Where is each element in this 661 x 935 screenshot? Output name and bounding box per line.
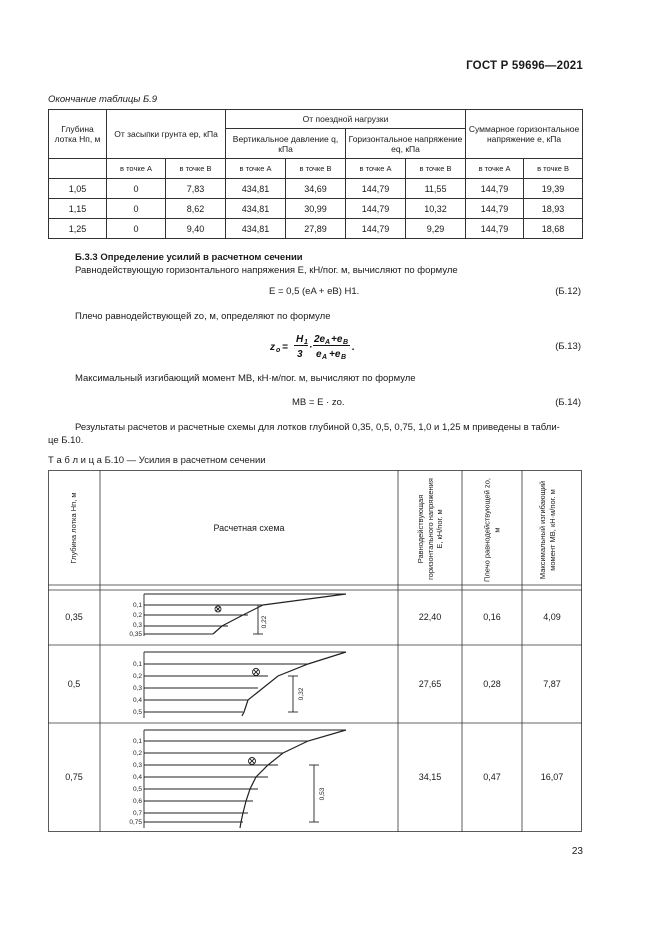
formula-b13 [268, 330, 368, 362]
svg-text:A: A [325, 339, 331, 346]
eq-number-b14: (Б.14) [555, 397, 581, 408]
cell: 7,83 [166, 179, 226, 199]
svg-text:.: . [352, 342, 355, 353]
formula-b14: MB = E · zo. [292, 397, 345, 408]
t10-r2-z: 0,28 [483, 679, 501, 689]
cell: 1,25 [49, 219, 107, 239]
scheme-0-75 [118, 726, 378, 830]
table-row [49, 179, 583, 199]
t10-head-depth: Глубина лотка Hп, м [69, 492, 78, 564]
level-label: 0,2 [132, 750, 142, 757]
table-row [49, 219, 583, 239]
level-label: 0,4 [132, 697, 142, 704]
svg-text:·: · [309, 342, 313, 353]
svg-text:o: o [276, 347, 281, 354]
cell: 30,99 [286, 199, 346, 219]
cell: 0 [107, 199, 166, 219]
t10-head-m: Максимальный изгибающий момент MB, кН·м/пог. м [538, 480, 557, 580]
standard-code: ГОСТ Р 59696—2021 [466, 60, 583, 72]
cell: 27,89 [286, 219, 346, 239]
cell: 144,79 [346, 179, 406, 199]
cell: 9,29 [406, 219, 466, 239]
t10-r3-depth: 0,75 [65, 772, 83, 782]
level-label: 0,2 [132, 612, 142, 619]
t10-r3-z: 0,47 [483, 772, 501, 782]
cell: 9,40 [166, 219, 226, 239]
eq-number-b13: (Б.13) [555, 341, 581, 352]
paragraph-3: Максимальный изгибающий момент MB, кН·м/пог. м, вычисляют по формуле [75, 373, 416, 384]
level-label: 0,75 [129, 819, 142, 826]
table-b10 [48, 470, 582, 832]
svg-text:B: B [341, 354, 347, 361]
eq-number-b12: (Б.12) [555, 286, 581, 297]
cell: 144,79 [466, 219, 524, 239]
t10-head-e: Равнодействующая горизонтального напряжения E, кН/пог. м [416, 478, 444, 580]
t10-r2-m: 7,87 [543, 679, 561, 689]
dim-label: 0,53 [319, 787, 326, 801]
cell: 144,79 [466, 179, 524, 199]
t9-sub-a: в точке А [466, 159, 524, 179]
paragraph-2: Плечо равнодействующей zo, м, определяют по формуле [75, 311, 331, 322]
cell: 434,81 [226, 219, 286, 239]
svg-text:B: B [343, 339, 349, 346]
cell: 0 [107, 179, 166, 199]
svg-text:z: z [270, 342, 275, 353]
scheme-0-35 [118, 592, 378, 642]
cell: 19,39 [524, 179, 583, 199]
cell: 144,79 [466, 199, 524, 219]
t10-r3-e: 34,15 [418, 772, 442, 782]
t10-head-z: Плечо равнодействующей zo, м [482, 478, 501, 582]
svg-text:2e: 2e [314, 334, 326, 345]
t9-sub-a: в точке А [346, 159, 406, 179]
level-label: 0,4 [132, 774, 142, 781]
svg-text:3: 3 [297, 349, 303, 360]
t10-r3-m: 16,07 [540, 772, 564, 782]
t10-r1-z: 0,16 [483, 612, 501, 622]
svg-text:e: e [316, 349, 322, 360]
level-label: 0,3 [132, 685, 142, 692]
level-label: 0,5 [132, 709, 142, 716]
svg-text:1: 1 [304, 339, 308, 346]
level-label: 0,1 [132, 738, 142, 745]
cell: 0 [107, 219, 166, 239]
t10-r1-depth: 0,35 [65, 612, 83, 622]
table-row [49, 199, 583, 219]
level-label: 0,35 [129, 631, 142, 638]
paragraph-4b: це Б.10. [48, 435, 84, 446]
formula-b12: E = 0,5 (eA + eB) H1. [269, 286, 360, 297]
svg-text:A: A [322, 354, 328, 361]
svg-text:H: H [296, 334, 304, 345]
t9-head-horiz: Горизонтальное напряжение eq, кПа [346, 129, 466, 159]
table-b9 [48, 109, 583, 239]
t9-head-depth: Глубина лотка Hп, м [49, 110, 107, 159]
table9-caption: Окончание таблицы Б.9 [48, 94, 158, 105]
paragraph-1: Равнодействующую горизонтального напряжения E, кН/пог. м, вычисляют по формуле [75, 265, 458, 276]
cell: 434,81 [226, 199, 286, 219]
cell: 8,62 [166, 199, 226, 219]
cell: 144,79 [346, 199, 406, 219]
section-heading: Б.3.3 Определение усилий в расчетном сечении [75, 252, 303, 263]
dim-label: 0,32 [298, 687, 305, 701]
t9-sub-empty [49, 159, 107, 179]
dim-label: 0,22 [261, 615, 268, 629]
level-label: 0,6 [132, 798, 142, 805]
table10-caption: Т а б л и ц а Б.10 — Усилия в расчетном сечении [48, 455, 266, 466]
level-label: 0,1 [132, 602, 142, 609]
cell: 18,93 [524, 199, 583, 219]
svg-text:+e: +e [329, 349, 341, 360]
t9-head-fill: От засыпки грунта ep, кПа [107, 110, 226, 159]
level-label: 0,5 [132, 786, 142, 793]
cell: 1,15 [49, 199, 107, 219]
level-label: 0,1 [132, 661, 142, 668]
t9-sub-b: в точке В [406, 159, 466, 179]
scheme-0-5 [118, 648, 378, 722]
t10-r2-e: 27,65 [418, 679, 442, 689]
cell: 18,68 [524, 219, 583, 239]
t10-head-scheme: Расчетная схема [213, 523, 285, 533]
level-label: 0,7 [132, 810, 142, 817]
t9-sub-a: в точке А [107, 159, 166, 179]
cell: 10,32 [406, 199, 466, 219]
cell: 434,81 [226, 179, 286, 199]
t9-head-train: От поездной нагрузки [226, 110, 466, 129]
svg-text:+e: +e [331, 334, 343, 345]
t10-r1-m: 4,09 [543, 612, 561, 622]
t9-sub-a: в точке А [226, 159, 286, 179]
t9-head-total: Суммарное горизонтальное напряжение e, кПа [466, 110, 583, 159]
cell: 144,79 [346, 219, 406, 239]
t9-sub-b: в точке В [286, 159, 346, 179]
cell: 1,05 [49, 179, 107, 199]
level-label: 0,2 [132, 673, 142, 680]
cell: 34,69 [286, 179, 346, 199]
level-label: 0,3 [132, 622, 142, 629]
t10-r2-depth: 0,5 [67, 679, 81, 689]
t9-sub-b: в точке В [166, 159, 226, 179]
t9-head-vert: Вертикальное давление q, кПа [226, 129, 346, 159]
t9-sub-b: в точке В [524, 159, 583, 179]
cell: 11,55 [406, 179, 466, 199]
level-label: 0,3 [132, 762, 142, 769]
paragraph-4a: Результаты расчетов и расчетные схемы для лотков глубиной 0,35, 0,5, 0,75, 1,0 и 1,25 м приведены в табли- [75, 422, 560, 433]
page-number: 23 [571, 846, 583, 857]
t10-r1-e: 22,40 [418, 612, 442, 622]
svg-text:=: = [282, 342, 288, 353]
